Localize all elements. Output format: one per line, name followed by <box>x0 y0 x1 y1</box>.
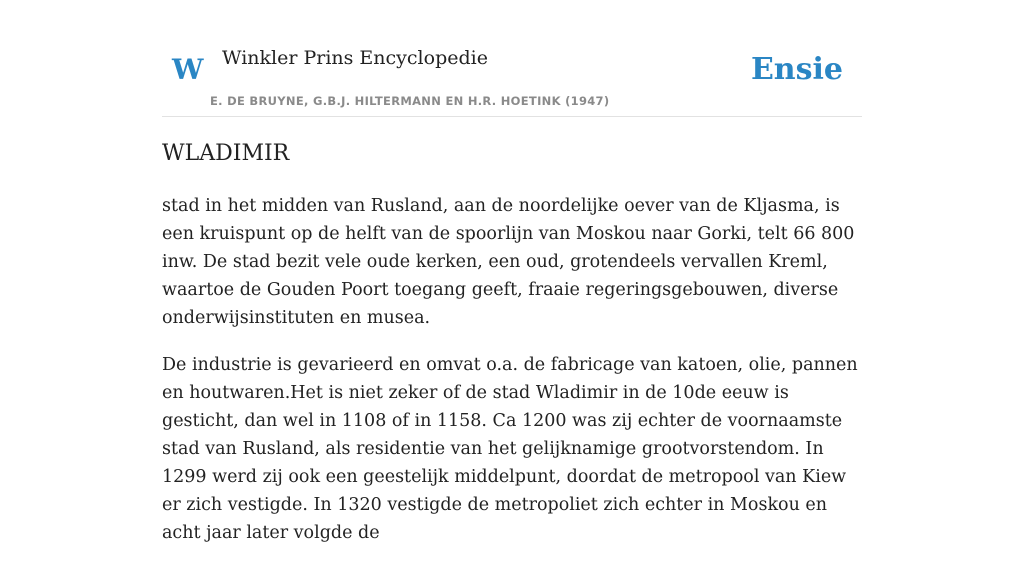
publication-authors: E. DE BRUYNE, G.B.J. HILTERMANN EN H.R. HOETINK (1947) <box>210 94 610 108</box>
article-title: WLADIMIR <box>162 141 290 166</box>
page <box>162 0 862 543</box>
ensie-logo[interactable]: Ensie <box>750 52 843 87</box>
publication-title[interactable]: Winkler Prins Encyclopedie <box>222 47 488 69</box>
winkler-prins-logo[interactable]: W <box>172 53 204 86</box>
article-paragraph: stad in het midden van Rusland, aan de noordelijke oever van de Kljasma, is een kruispunt op de helft van de spoorlijn van Moskou naar Gorki, telt 66 800 inw. De stad bezit vele oude kerken, een oud, grotendeels vervallen Kreml, waartoe de Gouden Poort toegang geeft, fraaie regeringsgebouwen, diverse onderwijsinstituten en musea. <box>162 196 855 328</box>
article-paragraph: De industrie is gevarieerd en omvat o.a. de fabricage van katoen, olie, pannen en houtwaren.Het is niet zeker of de stad Wladimir in de 10de eeuw is gesticht, dan wel in 1108 of in 1158. Ca 1200 was zij echter de voornaamste stad van Rusland, als residentie van het gelijknamige grootvorstendom. In 1299 werd zij ook een geestelijk middelpunt, doordat de metropool van Kiew er zich vestigde. In 1320 vestigde de metropoliet zich echter in Moskou en acht jaar later volgde de <box>162 355 858 543</box>
site-header <box>162 0 862 117</box>
article-body <box>162 192 862 566</box>
